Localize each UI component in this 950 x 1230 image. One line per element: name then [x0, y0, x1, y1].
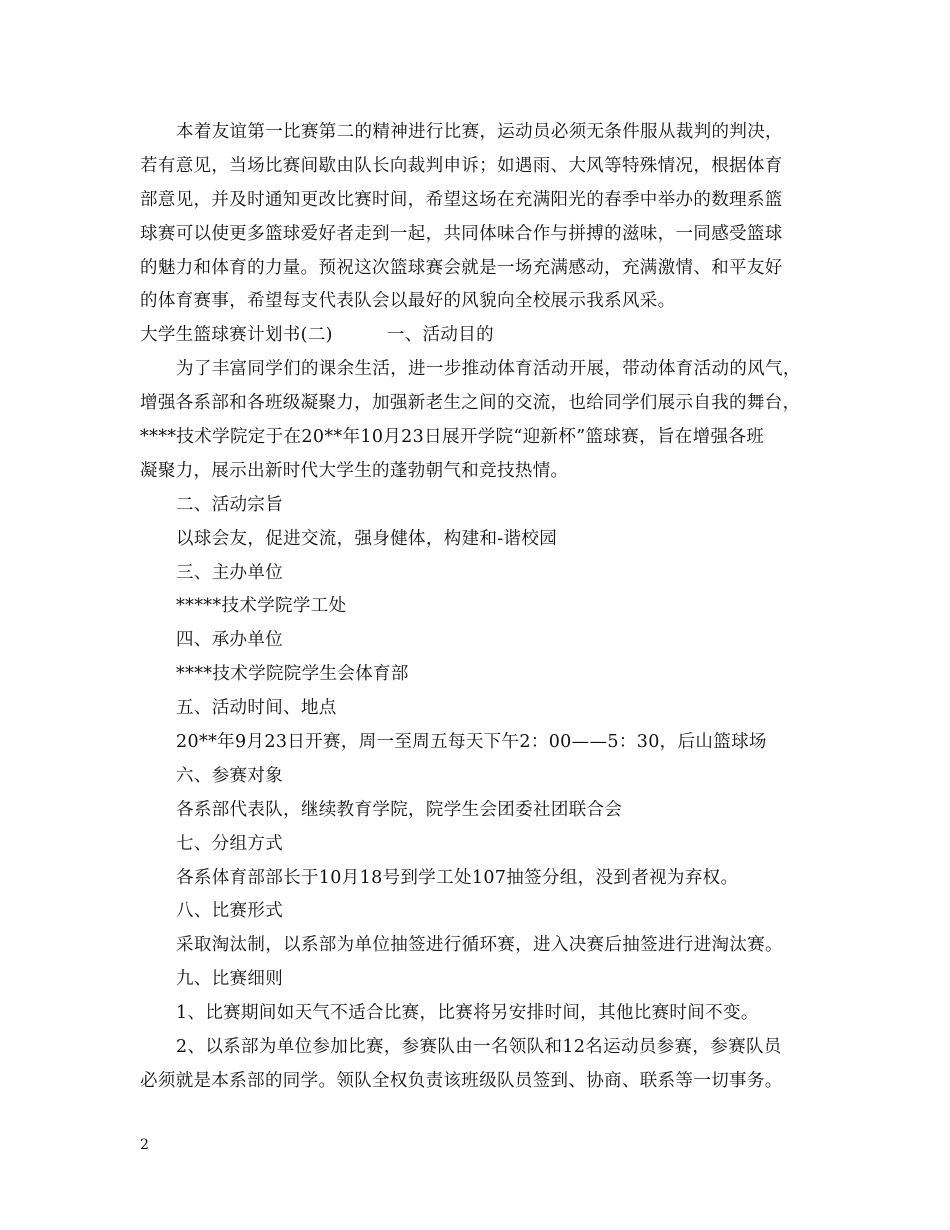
section-heading: 三、主办单位: [176, 562, 284, 583]
section-heading: 二、活动宗旨: [176, 494, 284, 515]
rule-item-continuation: 必须就是本系部的同学。领队全权负责该班级队员签到、协商、联系等一切事务。: [140, 1070, 783, 1091]
section-heading: 九、比赛细则: [176, 969, 284, 990]
section-text: 以球会友，促进交流，强身健体，构建和-谐校园: [176, 528, 558, 549]
paragraph-line: 增强各系部和各班级凝聚力，加强新老生之间的交流，也给同学们展示自我的舞台，: [140, 393, 801, 414]
paragraph-line: 部意见，并及时通知更改比赛时间，希望这场在充满阳光的春季中举办的数理系篮: [140, 189, 783, 210]
paragraph-line: 的魅力和体育的力量。预祝这次篮球赛会就是一场充满感动，充满激情、和平友好: [140, 257, 783, 278]
paragraph-line: 若有意见，当场比赛间歇由队长向裁判申诉；如遇雨、大风等特殊情况，根据体育: [140, 155, 783, 176]
paragraph-line: 本着友谊第一比赛第二的精神进行比赛，运动员必须无条件服从裁判的判决，: [176, 122, 783, 142]
rule-item: 1、比赛期间如天气不适合比赛，比赛将另安排时间，其他比赛时间不变。: [176, 1003, 759, 1024]
page-number: 2: [140, 1137, 149, 1153]
section-text: ****技术学院院学生会体育部: [176, 664, 409, 685]
section-heading: 七、分组方式: [176, 833, 284, 854]
paragraph-line: ****技术学院定于在20**年10月23日展开学院“迎新杯”篮球赛，旨在增强各班: [140, 427, 765, 448]
section-heading: 六、参赛对象: [176, 765, 284, 786]
document-body: [140, 116, 820, 1099]
paragraph-line: 的体育赛事，希望每支代表队会以最好的风貌向全校展示我系风采。: [140, 291, 676, 312]
section-text: 各系部代表队，继续教育学院，院学生会团委社团联合会: [176, 799, 623, 820]
section-text: 各系体育部部长于10月18号到学工处107抽签分组，没到者视为弃权。: [176, 867, 739, 888]
section-text: 采取淘汰制，以系部为单位抽签进行循环赛，进入决赛后抽签进行进淘汰赛。: [176, 935, 783, 956]
section-text: *****技术学院学工处: [176, 596, 347, 617]
section-heading: 一、活动目的: [386, 325, 494, 346]
paragraph-line: 球赛可以使更多篮球爱好者走到一起，共同体味合作与拼搏的滋味，一同感受篮球: [140, 223, 783, 244]
section-heading: 八、比赛形式: [176, 901, 284, 922]
section-title: 大学生篮球赛计划书(二): [140, 325, 333, 346]
section-text: 20**年9月23日开赛，周一至周五每天下午2：00——5：30，后山篮球场: [176, 732, 767, 753]
section-heading: 四、承办单位: [176, 630, 284, 651]
paragraph-line: 为了丰富同学们的课余生活，进一步推动体育活动开展，带动体育活动的风气，: [176, 359, 801, 380]
paragraph-line: 凝聚力，展示出新时代大学生的蓬勃朝气和竞技热情。: [140, 460, 569, 481]
rule-item: 2、以系部为单位参加比赛，参赛队由一名领队和12名运动员参赛，参赛队员: [176, 1037, 782, 1058]
section-heading-row: [140, 319, 820, 353]
section-heading: 五、活动时间、地点: [176, 698, 337, 719]
